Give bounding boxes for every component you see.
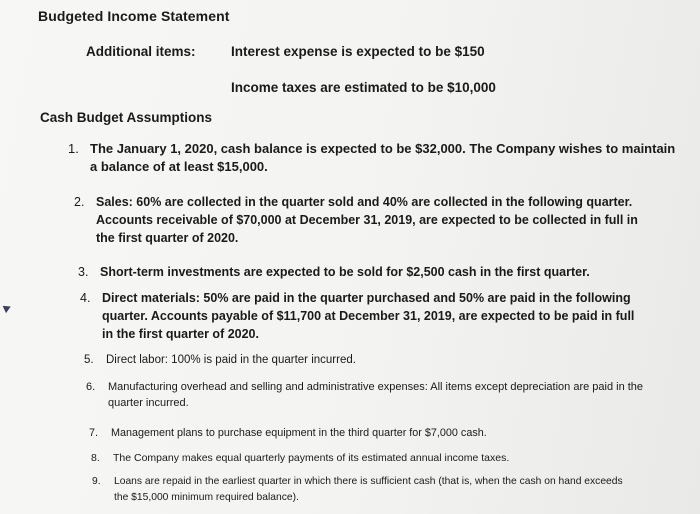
additional-item-interest: Interest expense is expected to be $150 xyxy=(231,44,485,59)
additional-item-taxes: Income taxes are estimated to be $10,000 xyxy=(231,80,496,95)
list-item-text: Direct materials: 50% are paid in the quarter purchased and 50% are paid in the following quarter. Accounts payable of $11,700 at December 31, 2019, are expected to be paid in full in the first quarter of 2020. xyxy=(102,291,635,341)
list-item-number: 5. xyxy=(84,354,94,366)
list-item-number: 6. xyxy=(86,381,96,393)
cursor-arrow-icon xyxy=(3,303,13,313)
list-item-text: Short-term investments are expected to be sold for $2,500 cash in the first quarter. xyxy=(100,265,590,279)
list-item-number: 1. xyxy=(68,141,79,156)
list-item-number: 2. xyxy=(74,195,85,209)
list-item-text: Manufacturing overhead and selling and administrative expenses: All items except depreciation are paid in the quarter incurred. xyxy=(108,381,644,409)
list-item-text: Loans are repaid in the earliest quarter in which there is sufficient cash (that is, when the cash on hand exceeds the $15,000 minimum required balance). xyxy=(114,476,623,503)
additional-items-label: Additional items: xyxy=(86,44,196,59)
list-item-number: 4. xyxy=(80,291,91,305)
list-item-number: 3. xyxy=(78,265,89,279)
list-item-number: 9. xyxy=(92,476,101,487)
list-item-text: Sales: 60% are collected in the quarter sold and 40% are collected in the following quarter. Accounts receivable of $70,000 at December 31, 2019, are expected to be collected in full in the first quarter of 2020. xyxy=(96,195,638,245)
list-item-number: 7. xyxy=(89,427,99,439)
page-title: Budgeted Income Statement xyxy=(38,8,230,24)
list-item-text: Direct labor: 100% is paid in the quarter incurred. xyxy=(106,354,356,366)
list-item-text: The January 1, 2020, cash balance is expected to be $32,000. The Company wishes to maintain a balance of at least $15,000. xyxy=(90,141,676,174)
list-item-text: Management plans to purchase equipment in the third quarter for $7,000 cash. xyxy=(111,427,487,439)
list-item-number: 8. xyxy=(91,452,100,464)
section-heading: Cash Budget Assumptions xyxy=(40,110,213,125)
list-item-text: The Company makes equal quarterly payments of its estimated annual income taxes. xyxy=(113,452,510,464)
